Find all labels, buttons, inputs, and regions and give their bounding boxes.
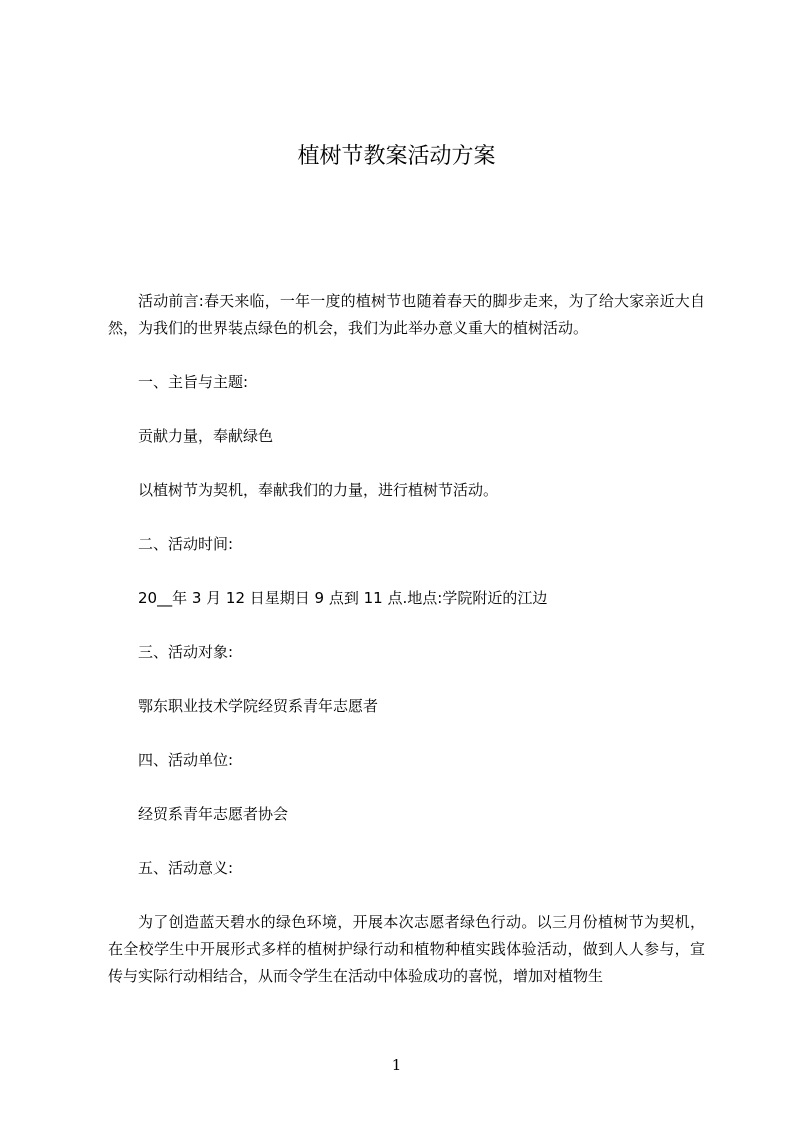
intro-paragraph: 活动前言:春天来临，一年一度的植树节也随着春天的脚步走来，为了给大家亲近大自然，为我们的世界装点绿色的机会，我们为此举办意义重大的植树活动。: [108, 292, 705, 337]
section-line-significance: 为了创造蓝天碧水的绿色环境，开展本次志愿者绿色行动。以三月份植树节为契机，在全校学生中开展形式多样的植树护绿行动和植物种植实践体验活动，做到人人参与，宣传与实际行动相结合，从而令学生在活动中体验成功的喜悦，增加对植物生: [108, 913, 705, 985]
section-line-purpose-theme: 贡献力量，奉献绿色: [138, 427, 274, 445]
section-heading-purpose: 一、主旨与主题:: [138, 373, 249, 391]
section-line-purpose-detail: 以植树节为契机，奉献我们的力量，进行植树节活动。: [138, 481, 499, 499]
section-heading-organizer: 四、活动单位:: [138, 751, 234, 769]
document-body: [108, 288, 705, 990]
section-line-organizer: 经贸系青年志愿者协会: [138, 805, 289, 823]
page-number: 1: [391, 1056, 402, 1074]
section-line-time: 20__年 3 月 12 日星期日 9 点到 11 点.地点:学院附近的江边: [138, 589, 548, 607]
section-heading-significance: 五、活动意义:: [138, 859, 234, 877]
section-line-audience: 鄂东职业技术学院经贸系青年志愿者: [138, 697, 379, 715]
section-heading-audience: 三、活动对象:: [138, 643, 234, 661]
document-title: 植树节教案活动方案: [297, 144, 496, 169]
section-heading-time: 二、活动时间:: [138, 535, 234, 553]
